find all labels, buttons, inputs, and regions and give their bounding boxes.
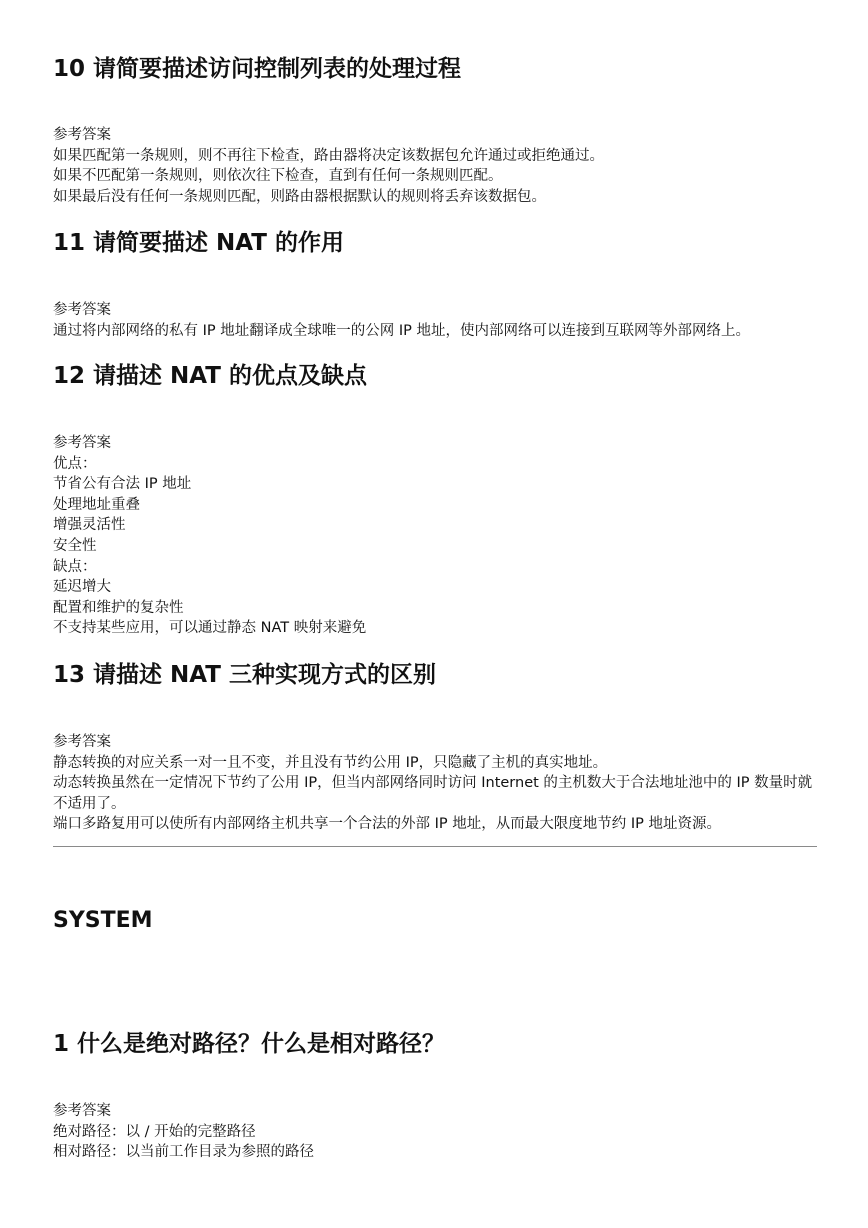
system-section-1-title: 1 什么是绝对路径？什么是相对路径？ <box>53 1031 446 1057</box>
section-10-title: 10 请简要描述访问控制列表的处理过程 <box>53 56 462 82</box>
answer-line: 相对路径：以当前工作目录为参照的路径 <box>53 1144 314 1161</box>
answer-line: 动态转换虽然在一定情况下节约了公用 IP，但当内部网络同时访问 Internet 的主机数大于合法地址池中的 IP 数量时就不适用了。 <box>53 775 813 812</box>
answer-label: 参考答案 <box>53 1103 111 1119</box>
section-11-answer <box>53 300 817 341</box>
answer-line: 缺点： <box>53 558 97 575</box>
answer-line: 端口多路复用可以使所有内部网络主机共享一个合法的外部 IP 地址，从而最大限度地节约 IP 地址资源。 <box>53 816 721 833</box>
answer-line: 节省公有合法 IP 地址 <box>53 476 192 493</box>
answer-line: 处理地址重叠 <box>53 496 140 513</box>
answer-line: 静态转换的对应关系一对一且不变，并且没有节约公用 IP，只隐藏了主机的真实地址。 <box>53 754 608 771</box>
system-section-1-answer <box>53 1101 817 1163</box>
answer-line: 通过将内部网络的私有 IP 地址翻译成全球唯一的公网 IP 地址，使内部网络可以连接到互联网等外部网络上。 <box>53 322 750 339</box>
answer-line: 延迟增大 <box>53 579 111 596</box>
answer-line: 增强灵活性 <box>53 517 126 534</box>
section-10-answer <box>53 125 817 207</box>
answer-label: 参考答案 <box>53 435 111 451</box>
answer-line: 配置和维护的复杂性 <box>53 599 184 616</box>
section-11-title: 11 请简要描述 NAT 的作用 <box>53 230 344 256</box>
answer-line: 如果匹配第一条规则，则不再往下检查，路由器将决定该数据包允许通过或拒绝通过。 <box>53 147 604 164</box>
answer-line: 如果最后没有任何一条规则匹配，则路由器根据默认的规则将丢弃该数据包。 <box>53 188 546 205</box>
answer-line: 安全性 <box>53 537 97 554</box>
answer-line: 优点： <box>53 455 97 472</box>
section-12-title: 12 请描述 NAT 的优点及缺点 <box>53 363 367 389</box>
section-divider <box>53 846 817 847</box>
part-heading: SYSTEM <box>53 908 153 933</box>
section-12-answer <box>53 433 817 639</box>
section-13-title: 13 请描述 NAT 三种实现方式的区别 <box>53 662 436 688</box>
answer-line: 不支持某些应用，可以通过静态 NAT 映射来避免 <box>53 620 367 637</box>
answer-label: 参考答案 <box>53 734 111 750</box>
section-13-answer <box>53 732 817 835</box>
answer-line: 如果不匹配第一条规则，则依次往下检查，直到有任何一条规则匹配。 <box>53 168 503 185</box>
answer-label: 参考答案 <box>53 127 111 143</box>
answer-line: 绝对路径：以 / 开始的完整路径 <box>53 1123 256 1140</box>
answer-label: 参考答案 <box>53 302 111 318</box>
